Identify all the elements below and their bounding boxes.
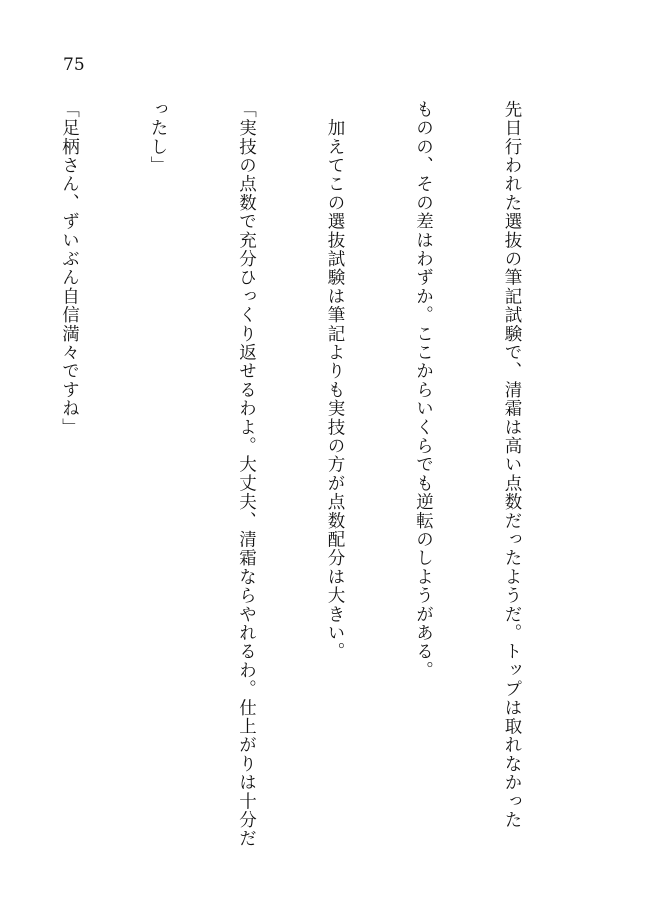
vertical-body-text <box>0 100 585 860</box>
page-number: 75 <box>63 55 85 75</box>
text-line: ものの、その差はわずか。ここからいくらでも逆転のしようがある。 <box>413 100 434 680</box>
text-line: 加えてこの選抜試験は筆記よりも実技の方が点数配分は大きい。 <box>325 100 345 661</box>
text-line: 「実技の点数で充分ひっくり返せるわよ。大丈夫、清霜ならやれるわ。仕上がりは十分だ <box>236 100 257 848</box>
text-line: 「足柄さん、ずいぶん自信満々ですね」 <box>59 100 80 437</box>
text-line: 先日行われた選抜の筆記試験で、清霜は高い点数だったようだ。トップは取れなかった <box>502 100 522 830</box>
text-line: ったし」 <box>148 100 168 175</box>
